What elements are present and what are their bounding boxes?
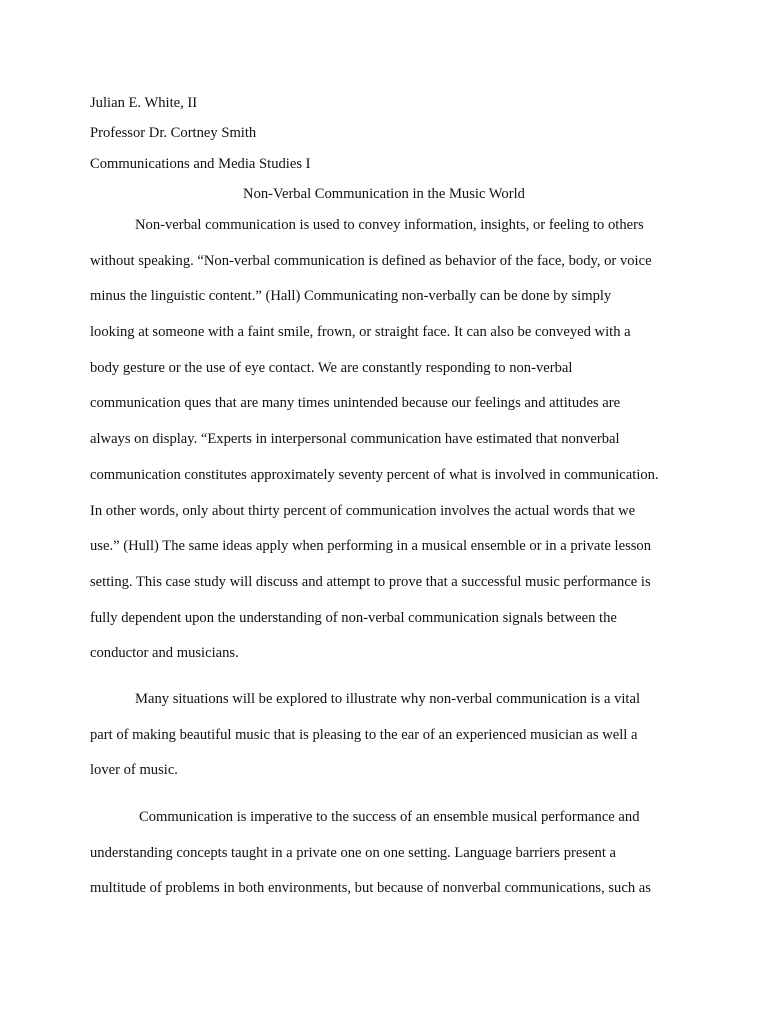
paragraph-line: body gesture or the use of eye contact. We are constantly responding to non-verbal	[90, 359, 573, 376]
paragraph-line: conductor and musicians.	[90, 645, 239, 662]
paragraph-line: lover of music.	[90, 762, 178, 779]
paragraph-line: communication ques that are many times unintended because our feelings and attitudes are	[90, 395, 621, 412]
paragraph-line: multitude of problems in both environments, but because of nonverbal communications, such as	[90, 880, 651, 897]
author-name: Julian E. White, II	[90, 95, 198, 111]
paragraph-line: communication constitutes approximately seventy percent of what is involved in communication.	[90, 466, 659, 483]
paragraph-line: Many situations will be explored to illustrate why non-verbal communication is a vital	[135, 691, 641, 707]
paragraph-line: Communication is imperative to the success of an ensemble musical performance and	[139, 809, 640, 825]
paragraph-line: understanding concepts taught in a private one on one setting. Language barriers present a	[90, 844, 617, 861]
paragraph-line: minus the linguistic content.” (Hall) Communicating non-verbally can be done by simply	[90, 288, 612, 305]
paragraph-line: looking at someone with a faint smile, frown, or straight face. It can also be conveyed with a	[90, 324, 631, 341]
paragraph-line: use.” (Hull) The same ideas apply when performing in a musical ensemble or in a private lesson	[90, 538, 652, 555]
paragraph-line: part of making beautiful music that is pleasing to the ear of an experienced musician as well a	[90, 726, 638, 743]
paragraph-1	[90, 216, 690, 680]
paragraph-2	[90, 690, 690, 797]
paragraph-line: fully dependent upon the understanding of non-verbal communication signals between the	[90, 609, 617, 626]
paragraph-line: always on display. “Experts in interpersonal communication have estimated that nonverbal	[90, 431, 620, 448]
paragraph-3	[90, 808, 690, 915]
course-name: Communications and Media Studies I	[90, 156, 311, 172]
paragraph-line: Non-verbal communication is used to convey information, insights, or feeling to others	[135, 217, 644, 233]
document-title: Non-Verbal Communication in the Music World	[243, 186, 525, 202]
paragraph-line: without speaking. “Non-verbal communication is defined as behavior of the face, body, or voice	[90, 252, 652, 269]
professor-name: Professor Dr. Cortney Smith	[90, 125, 257, 141]
paragraph-line: setting. This case study will discuss and attempt to prove that a successful music performance is	[90, 573, 651, 590]
paragraph-line: In other words, only about thirty percent of communication involves the actual words that we	[90, 502, 636, 519]
